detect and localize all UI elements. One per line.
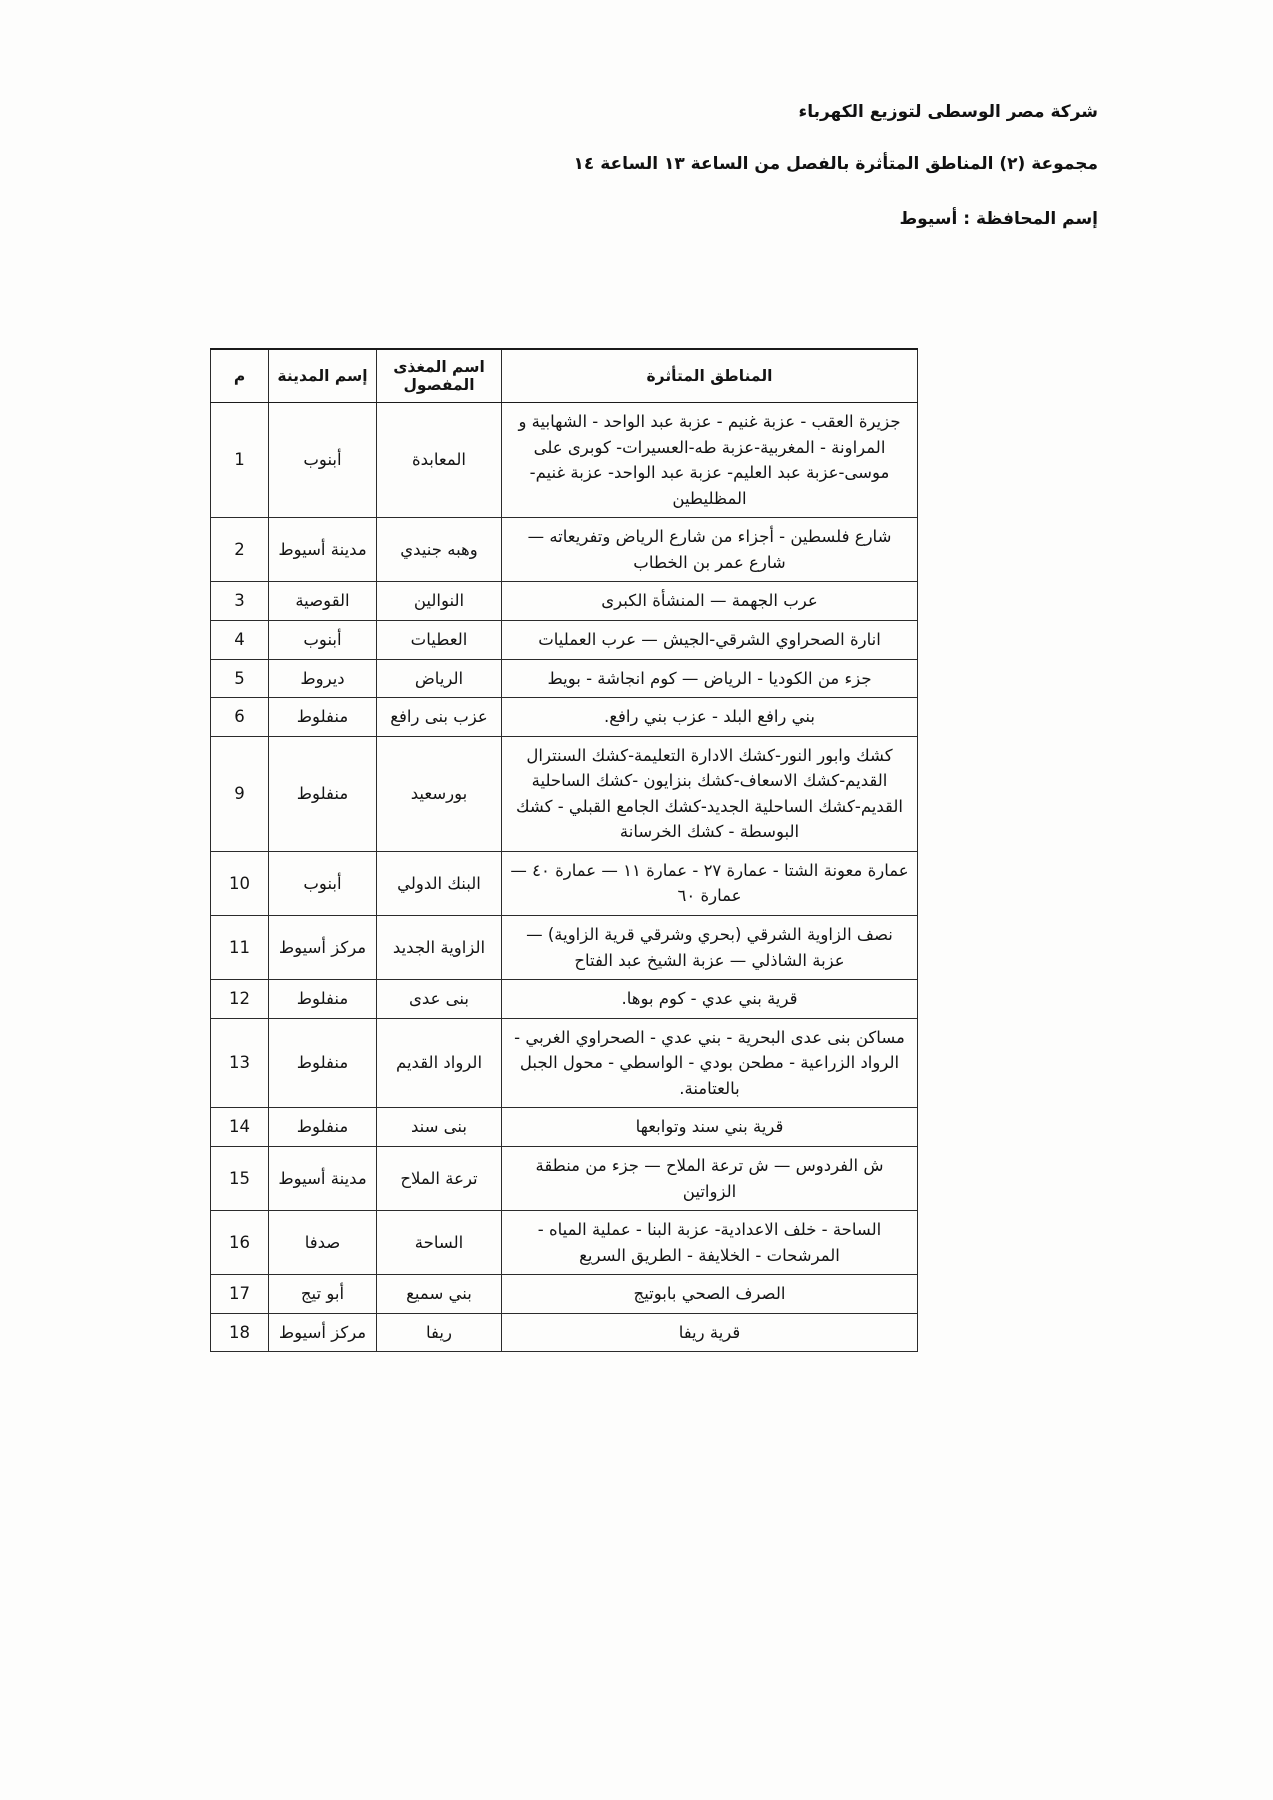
cell-affected-areas: انارة الصحراوي الشرقي-الجيش — عرب العمليات [502, 620, 918, 659]
cell-affected-areas: عرب الجهمة — المنشأة الكبرى [502, 582, 918, 621]
table-row [211, 582, 918, 621]
cell-affected-areas: بني رافع البلد - عزب بني رافع. [502, 698, 918, 737]
cell-feeder-name: عزب بنى رافع [377, 698, 502, 737]
table-body [211, 403, 918, 1352]
governorate-line: إسم المحافظة : أسيوط [899, 209, 1098, 229]
cell-row-number: 18 [211, 1313, 269, 1352]
outage-table-container [211, 348, 918, 1352]
cell-affected-areas: قرية بني عدي - كوم بوها. [502, 980, 918, 1019]
cell-row-number: 1 [211, 403, 269, 518]
cell-affected-areas: الصرف الصحي بابوتيج [502, 1275, 918, 1314]
cell-city-name: منفلوط [269, 1108, 377, 1147]
table-row [211, 1146, 918, 1210]
cell-feeder-name: العطيات [377, 620, 502, 659]
cell-feeder-name: وهبه جنيدي [377, 518, 502, 582]
table-row [211, 659, 918, 698]
cell-city-name: صدفا [269, 1211, 377, 1275]
cell-row-number: 16 [211, 1211, 269, 1275]
table-row [211, 980, 918, 1019]
cell-affected-areas: كشك وابور النور-كشك الادارة التعليمة-كشك السنترال القديم-كشك الاسعاف-كشك بنزايون -كشك الساحلية القديم-كشك الساحلية الجديد-كشك الجامع القبلي - كشك البوسطة - كشك الخرسانة [502, 736, 918, 851]
cell-affected-areas: قرية بني سند وتوابعها [502, 1108, 918, 1147]
column-header-number: م [211, 349, 269, 403]
cell-affected-areas: عمارة معونة الشتا - عمارة ٢٧ - عمارة ١١ — عمارة ٤٠ — عمارة ٦٠ [502, 851, 918, 915]
table-row [211, 1108, 918, 1147]
table-row [211, 916, 918, 980]
cell-feeder-name: الرواد القديم [377, 1018, 502, 1108]
cell-feeder-name: ترعة الملاح [377, 1146, 502, 1210]
cell-city-name: أبو تيج [269, 1275, 377, 1314]
cell-affected-areas: جزيرة العقب - عزبة غنيم - عزبة عبد الواحد - الشهابية و المراونة - المغربية-عزبة طه-العسيرات- كوبرى على موسى-عزبة عبد العليم- عزبة عبد الواحد- عزبة غنيم-المظليطين [502, 403, 918, 518]
cell-city-name: منفلوط [269, 1018, 377, 1108]
cell-city-name: منفلوط [269, 736, 377, 851]
cell-affected-areas: الساحة - خلف الاعدادية- عزبة البنا - عملية المياه - المرشحات - الخلايفة - الطريق السريع [502, 1211, 918, 1275]
table-row [211, 1018, 918, 1108]
table-row [211, 698, 918, 737]
cell-row-number: 17 [211, 1275, 269, 1314]
cell-affected-areas: قرية ريفا [502, 1313, 918, 1352]
cell-city-name: منفلوط [269, 980, 377, 1019]
cell-row-number: 15 [211, 1146, 269, 1210]
cell-row-number: 2 [211, 518, 269, 582]
cell-feeder-name: بني سميع [377, 1275, 502, 1314]
table-row [211, 1275, 918, 1314]
cell-feeder-name: الساحة [377, 1211, 502, 1275]
cell-city-name: مركز أسيوط [269, 1313, 377, 1352]
cell-city-name: ديروط [269, 659, 377, 698]
cell-feeder-name: الزاوية الجديد [377, 916, 502, 980]
cell-row-number: 13 [211, 1018, 269, 1108]
table-row [211, 851, 918, 915]
cell-feeder-name: ريفا [377, 1313, 502, 1352]
table-row [211, 736, 918, 851]
table-header [211, 349, 918, 403]
cell-feeder-name: المعابدة [377, 403, 502, 518]
document-header [178, 100, 1098, 233]
column-header-city-name: إسم المدينة [269, 349, 377, 403]
column-header-affected-areas: المناطق المتأثرة [502, 349, 918, 403]
cell-row-number: 12 [211, 980, 269, 1019]
cell-row-number: 11 [211, 916, 269, 980]
cell-feeder-name: البنك الدولي [377, 851, 502, 915]
cell-feeder-name: بنى عدى [377, 980, 502, 1019]
cell-row-number: 10 [211, 851, 269, 915]
cell-feeder-name: بورسعيد [377, 736, 502, 851]
cell-row-number: 4 [211, 620, 269, 659]
cell-row-number: 9 [211, 736, 269, 851]
cell-city-name: أبنوب [269, 403, 377, 518]
cell-city-name: أبنوب [269, 851, 377, 915]
cell-row-number: 6 [211, 698, 269, 737]
cell-feeder-name: بنى سند [377, 1108, 502, 1147]
cell-city-name: منفلوط [269, 698, 377, 737]
outage-table [210, 348, 918, 1352]
table-row [211, 1313, 918, 1352]
cell-row-number: 5 [211, 659, 269, 698]
group-schedule-line: مجموعة (٢) المناطق المتأثرة بالفصل من الساعة ١٣ الساعة ١٤ [573, 153, 1098, 174]
cell-affected-areas: شارع فلسطين - أجزاء من شارع الرياض وتفريعاته — شارع عمر بن الخطاب [502, 518, 918, 582]
cell-city-name: مدينة أسيوط [269, 1146, 377, 1210]
cell-city-name: القوصية [269, 582, 377, 621]
cell-feeder-name: النوالين [377, 582, 502, 621]
table-row [211, 403, 918, 518]
table-row [211, 1211, 918, 1275]
cell-affected-areas: ش الفردوس — ش ترعة الملاح — جزء من منطقة الزواتين [502, 1146, 918, 1210]
cell-city-name: مدينة أسيوط [269, 518, 377, 582]
cell-feeder-name: الرياض [377, 659, 502, 698]
table-header-row [211, 349, 918, 403]
table-row [211, 518, 918, 582]
cell-affected-areas: جزء من الكوديا - الرياض — كوم انجاشة - بويط [502, 659, 918, 698]
column-header-feeder-name: اسم المغذى المفصول [377, 349, 502, 403]
cell-city-name: أبنوب [269, 620, 377, 659]
cell-city-name: مركز أسيوط [269, 916, 377, 980]
company-name: شركة مصر الوسطى لتوزيع الكهرباء [798, 102, 1098, 122]
table-row [211, 620, 918, 659]
cell-row-number: 14 [211, 1108, 269, 1147]
cell-affected-areas: مساكن بنى عدى البحرية - بني عدي - الصحراوي الغربي - الرواد الزراعية - مطحن بودي - الواسطي - محول الجبل بالعتامنة. [502, 1018, 918, 1108]
cell-affected-areas: نصف الزاوية الشرقي (بحري وشرقي قرية الزاوية) — عزبة الشاذلي — عزبة الشيخ عبد الفتاح [502, 916, 918, 980]
cell-row-number: 3 [211, 582, 269, 621]
